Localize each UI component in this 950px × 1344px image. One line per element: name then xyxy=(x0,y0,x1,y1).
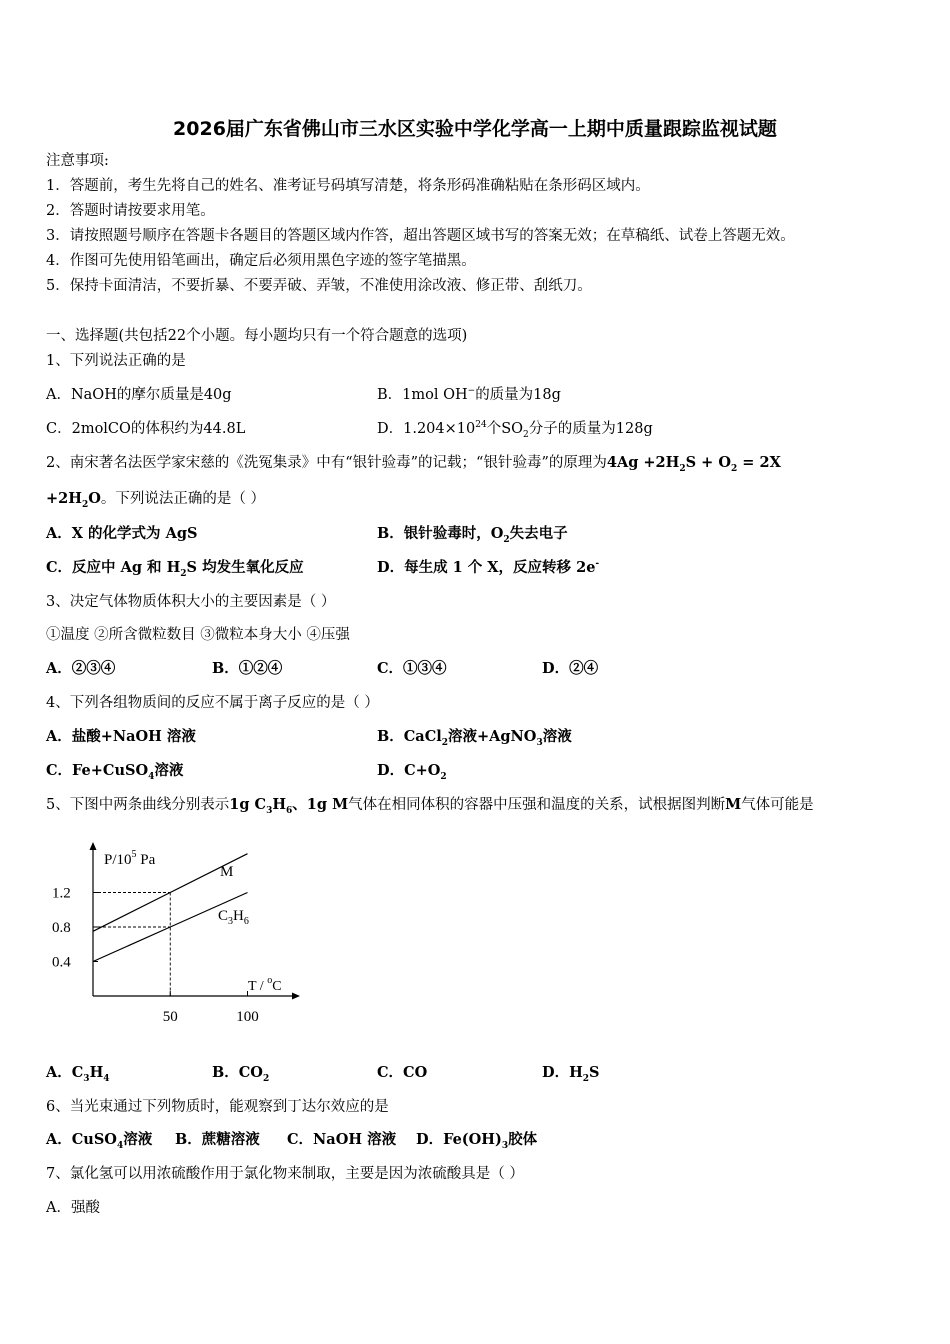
q6-option-d[interactable]: D．$Fe(OH)_3$胶体 xyxy=(416,1131,538,1151)
q2-option-b[interactable]: B．银针验毒时，$O_2$失去电子 xyxy=(377,525,568,545)
q4-stem: 4、下列各组物质间的反应不属于离子反应的是（ ） xyxy=(46,695,379,711)
q1-stem: 1、下列说法正确的是 xyxy=(46,353,186,369)
section-heading: 一、选择题(共包括22个小题。每小题均只有一个符合题意的选项) xyxy=(46,328,468,344)
y-tick-label: 0.8 xyxy=(52,920,71,936)
q3-option-c[interactable]: C．①③④ xyxy=(377,660,447,677)
q5-option-c[interactable]: C．CO xyxy=(377,1064,428,1081)
q1-option-b[interactable]: B．1mol OH−的质量为18g xyxy=(377,386,561,403)
q4-option-d[interactable]: D．$C+O_2$ xyxy=(377,762,447,782)
notice-item-4: 4．作图可先使用铅笔画出，确定后必须用黑色字迹的签字笔描黑。 xyxy=(46,253,476,269)
q1-option-d[interactable]: D．$1.204\times 10^{24}$个$SO_2$分子的质量为128g xyxy=(377,420,653,440)
q7-stem: 7、氯化氢可以用浓硫酸作用于氯化物来制取，主要是因为浓硫酸具是（ ） xyxy=(46,1166,524,1182)
q2-option-c[interactable]: C．反应中 Ag 和 $H_2S$ 均发生氧化反应 xyxy=(46,559,304,579)
notice-item-5: 5．保持卡面清洁，不要折暴、不要弄破、弄皱，不准使用涂改液、修正带、刮纸刀。 xyxy=(46,278,592,294)
q3-stem: 3、决定气体物质体积大小的主要因素是（ ） xyxy=(46,594,336,610)
series-label-m: M xyxy=(220,864,234,880)
q2-option-a[interactable]: A．X 的化学式为 AgS xyxy=(46,525,198,542)
y-tick-label: 1.2 xyxy=(52,885,71,902)
q5-stem: 5、下图中两条曲线分别表示1g $C_3H_6$、1g M气体在相同体积的容器中压强和温度的关系，试根据图判断M气体可能是 xyxy=(46,796,814,816)
q5-option-d[interactable]: D．$H_2S$ xyxy=(542,1064,600,1084)
x-tick-label: 100 xyxy=(236,1009,259,1025)
q2-stem-line1: 2、南宋著名法医学家宋慈的《洗冤集录》中有“银针验毒”的记载；“银针验毒”的原理为$4Ag +2H_2S + O_2 = 2X$ xyxy=(46,454,781,474)
y-tick-label: 0.4 xyxy=(52,954,71,971)
q7-option-a[interactable]: A．强酸 xyxy=(46,1200,100,1216)
page-title: 2026届广东省佛山市三水区实验中学化学高一上期中质量跟踪监视试题 xyxy=(173,118,777,140)
chart-ticks xyxy=(52,886,259,1026)
q6-option-a[interactable]: A．CuSO$_4$溶液 xyxy=(46,1131,153,1151)
x-tick-label: 50 xyxy=(162,1009,178,1025)
q6-option-b[interactable]: B．蔗糖溶液 xyxy=(175,1131,260,1148)
q4-option-c[interactable]: C．Fe+CuSO$_4$溶液 xyxy=(46,762,184,782)
q5-option-b[interactable]: B．$CO_2$ xyxy=(212,1064,270,1084)
pressure-temperature-chart xyxy=(44,838,324,1028)
q6-option-c[interactable]: C．NaOH 溶液 xyxy=(287,1131,397,1148)
q1-option-c[interactable]: C．2molCO的体积约为44.8L xyxy=(46,421,246,437)
q2-stem-line2: $+2H_2O$。下列说法正确的是（ ） xyxy=(46,490,265,510)
notice-heading: 注意事项: xyxy=(46,153,109,169)
q3-option-d[interactable]: D．②④ xyxy=(542,660,599,677)
q4-option-a[interactable]: A．盐酸+NaOH 溶液 xyxy=(46,728,196,745)
series-label-c3h6: $C_3H_6$ xyxy=(218,908,249,927)
q4-option-b[interactable]: B．CaCl$_2$溶液+AgNO$_3$溶液 xyxy=(377,728,572,748)
q6-stem: 6、当光束通过下列物质时，能观察到丁达尔效应的是 xyxy=(46,1099,389,1115)
y-axis-label: $P/10^5$ Pa xyxy=(104,849,156,868)
q2-option-d[interactable]: D．每生成 1 个 X，反应转移 2e- xyxy=(377,559,600,576)
q3-factors: ①温度 ②所含微粒数目 ③微粒本身大小 ④压强 xyxy=(46,627,350,643)
q5-option-a[interactable]: A．$C_3H_4$ xyxy=(46,1064,110,1084)
x-axis-arrow xyxy=(292,993,300,1000)
y-axis-arrow xyxy=(90,842,97,850)
x-axis-label: T / $^o$C xyxy=(248,975,282,994)
notice-item-2: 2．答题时请按要求用笔。 xyxy=(46,203,215,219)
notice-item-1: 1．答题前，考生先将自己的姓名、准考证号码填写清楚，将条形码准确粘贴在条形码区域内。 xyxy=(46,178,650,194)
q1-option-a[interactable]: A．NaOH的摩尔质量是40g xyxy=(46,387,232,403)
q3-option-a[interactable]: A．②③④ xyxy=(46,660,116,677)
notice-item-3: 3．请按照题号顺序在答题卡各题目的答题区域内作答，超出答题区域书写的答案无效；在草稿纸、试卷上答题无效。 xyxy=(46,228,795,244)
q3-option-b[interactable]: B．①②④ xyxy=(212,660,283,677)
